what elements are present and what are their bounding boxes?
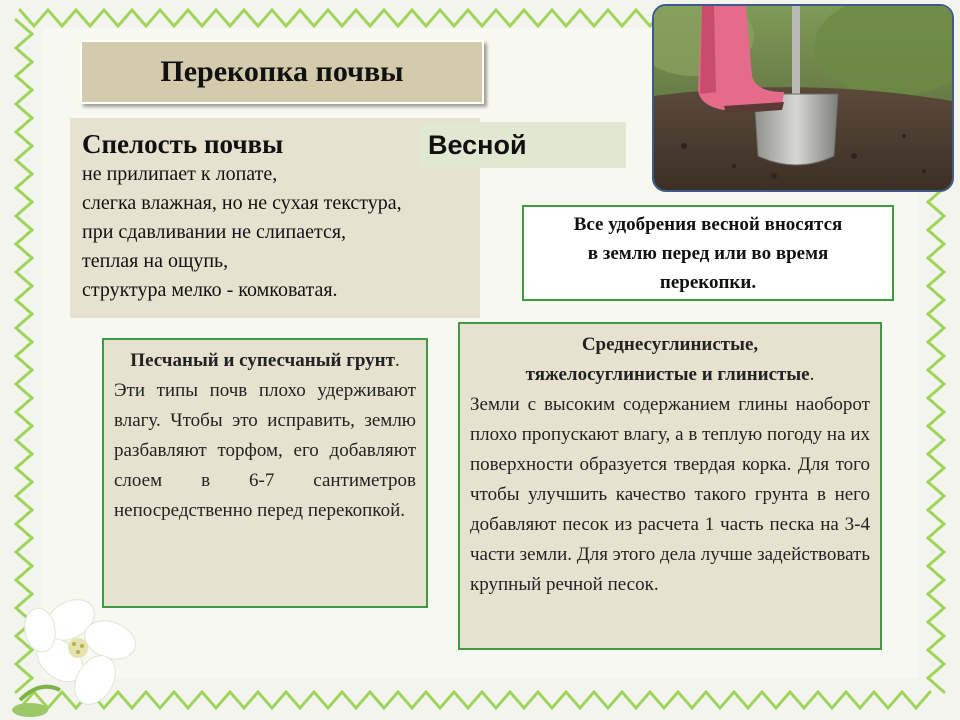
clay-soil-heading-line2-wrap (470, 360, 870, 390)
clay-soil-heading (470, 330, 870, 390)
ripeness-line: слегка влажная, но не сухая текстура, (82, 192, 402, 214)
ripeness-line: при сдавливании не слипается, (82, 221, 347, 243)
clay-soil-box (458, 322, 882, 650)
fertilizer-note-line: в землю перед или во время (587, 242, 829, 264)
spring-label: Весной (418, 122, 626, 168)
soil-ripeness-heading: Спелость почвы (82, 129, 284, 159)
sandy-soil-text: Эти типы почв плохо удерживают влагу. Чтобы это исправить, землю разбавляют торфом, его добавляют слоем в 6-7 сантиметров непосредственно перед перекопкой. (114, 380, 416, 521)
clay-soil-heading-line1: Среднесуглинистые, (581, 334, 759, 355)
clay-soil-text: Земли с высоким содержанием глины наоборот плохо пропускают влагу, а в теплую погоду на их поверхности образуется твердая корка. Для того чтобы улучшить качество такого грунта в него добавляют песок из расчета 1 часть песка на 3-4 части земли. Для этого дела лучше задействовать крупный речной песок. (470, 394, 870, 595)
digging-photo (652, 4, 954, 192)
fertilizer-note-line: Все удобрения весной вносятся (573, 213, 843, 235)
ripeness-line: теплая на ощупь, (82, 250, 229, 272)
sandy-soil-heading-dot: . (394, 350, 400, 371)
clay-soil-heading-dot: . (809, 364, 815, 385)
clay-soil-heading-line2: тяжелосуглинистые и глинистые (525, 364, 810, 385)
boot-shovel-image (654, 6, 952, 190)
ripeness-line: структура мелко - комковатая. (82, 279, 338, 301)
sandy-soil-heading (114, 346, 416, 376)
sandy-soil-heading-text: Песчаный и супесчаный грунт (130, 350, 395, 371)
ripeness-line: не прилипает к лопате, (82, 163, 278, 185)
fertilizer-note (522, 205, 894, 301)
white-flower-decoration (0, 560, 170, 720)
slide-title: Перекопка почвы (80, 40, 484, 104)
fertilizer-note-line: перекопки. (659, 271, 757, 293)
